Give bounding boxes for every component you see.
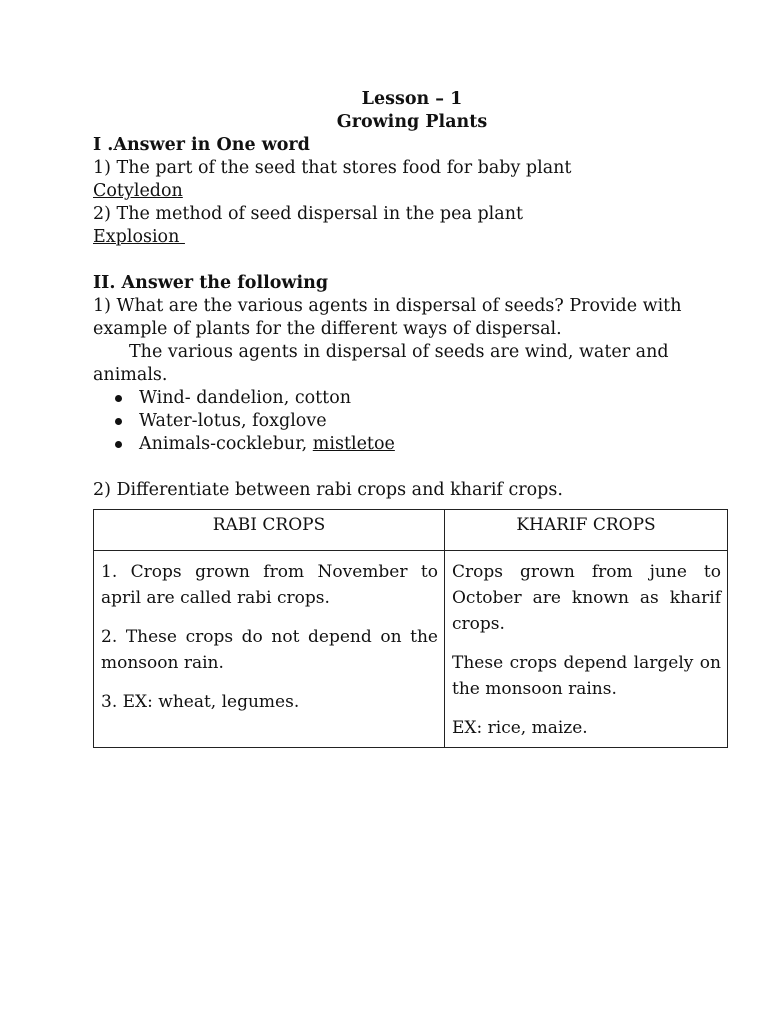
kharif-point: EX: rice, maize. bbox=[452, 718, 588, 738]
answer-dispersal-agents: The various agents in dispersal of seeds are wind, water and animals. bbox=[93, 342, 669, 385]
list-item: Wind- dandelion, cotton bbox=[139, 387, 733, 410]
lesson-number: Lesson – 1 bbox=[361, 89, 463, 109]
table-header-row bbox=[94, 510, 728, 551]
list-item: Water-lotus, foxglove bbox=[139, 410, 733, 433]
rabi-point: 3. EX: wheat, legumes. bbox=[101, 692, 300, 712]
header-kharif: KHARIF CROPS bbox=[445, 510, 728, 551]
list-item bbox=[139, 433, 733, 456]
dispersal-list bbox=[93, 387, 733, 456]
lesson-title: Growing Plants bbox=[336, 112, 488, 132]
underlined-word: mistletoe bbox=[312, 434, 395, 454]
rabi-point: 1. Crops grown from November to april are called rabi crops. bbox=[101, 562, 438, 608]
question-one-word-2: 2) The method of seed dispersal in the pea plant bbox=[93, 204, 523, 224]
crops-comparison-table bbox=[93, 509, 728, 748]
answer-explosion: Explosion bbox=[93, 227, 185, 247]
kharif-point: Crops grown from june to October are known as kharif crops. bbox=[452, 562, 721, 634]
header-rabi: RABI CROPS bbox=[94, 510, 445, 551]
rabi-cell bbox=[94, 551, 445, 748]
kharif-point: These crops depend largely on the monsoon rains. bbox=[452, 653, 721, 699]
question-one-word-1: 1) The part of the seed that stores food for baby plant bbox=[93, 158, 572, 178]
section-two-heading: II. Answer the following bbox=[93, 273, 329, 293]
answer-cotyledon: Cotyledon bbox=[93, 181, 183, 201]
table-row bbox=[94, 551, 728, 748]
document-page bbox=[93, 88, 733, 502]
section-one-heading: I .Answer in One word bbox=[93, 135, 310, 155]
list-item-text: Animals-cocklebur, bbox=[139, 434, 313, 454]
kharif-cell bbox=[445, 551, 728, 748]
question-dispersal-agents: 1) What are the various agents in dispersal of seeds? Provide with example of plants for the different ways of dispersal. bbox=[93, 296, 682, 339]
question-crops: 2) Differentiate between rabi crops and kharif crops. bbox=[93, 480, 563, 500]
rabi-point: 2. These crops do not depend on the monsoon rain. bbox=[101, 627, 438, 673]
